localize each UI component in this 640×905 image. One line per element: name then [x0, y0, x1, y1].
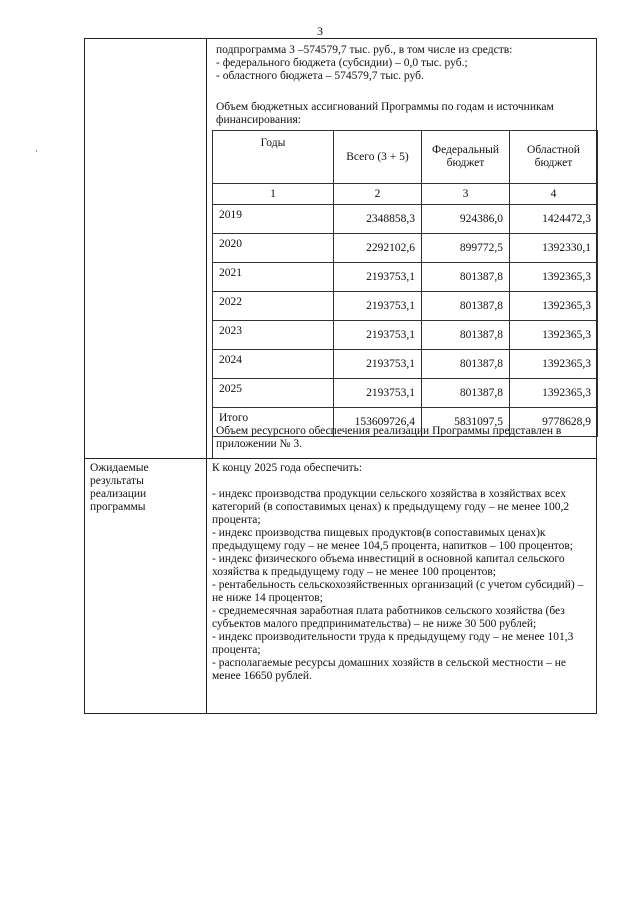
- subprogram-funding: [216, 44, 592, 83]
- row-divider: [84, 458, 597, 459]
- list-item: - индекс производства продукции сельского хозяйства в хозяйствах всех категорий (в сопоставимых ценах) к предыдущему году – не менее 100,2 процента;: [212, 488, 570, 526]
- list-item: - рентабельность сельскохозяйственных организаций (с учетом субсидий) – не ниже 14 процентов;: [212, 579, 584, 604]
- cell-year: Итого: [213, 408, 334, 437]
- cell-federal: 924386,0: [422, 205, 510, 234]
- cell-regional: 1392330,1: [510, 234, 598, 263]
- cell-year: 2024: [213, 350, 334, 379]
- cell-federal: 5831097,5: [422, 408, 510, 437]
- cell-total: 2193753,1: [334, 350, 422, 379]
- table-row: [213, 205, 598, 234]
- table-index-row: [213, 184, 598, 205]
- header-regional: Областной бюджет: [510, 131, 598, 184]
- page-number: 3: [317, 24, 323, 38]
- cell-total: 2193753,1: [334, 292, 422, 321]
- list-item: - индекс физического объема инвестиций в основной капитал сельского хозяйства к предыдущему году – не менее 100 процентов;: [212, 553, 565, 578]
- col-number: 1: [213, 184, 334, 205]
- col-number: 2: [334, 184, 422, 205]
- subprogram-line: подпрограмма 3 –574579,7 тыс. руб., в том числе из средств:: [216, 44, 513, 56]
- allocation-intro: Объем бюджетных ассигнований Программы по годам и источникам финансирования:: [216, 101, 554, 126]
- federal-line: - федерального бюджета (субсидии) – 0,0 тыс. руб.;: [216, 57, 468, 69]
- cell-regional: 1392365,3: [510, 292, 598, 321]
- cell-year: 2019: [213, 205, 334, 234]
- expected-results: [212, 462, 592, 683]
- list-item: - индекс производительности труда к предыдущему году – не менее 101,3 процента;: [212, 631, 574, 656]
- table-header-row: [213, 131, 598, 184]
- cell-total: 2193753,1: [334, 321, 422, 350]
- cell-year: 2023: [213, 321, 334, 350]
- table-row: [213, 234, 598, 263]
- cell-total: 153609726,4: [334, 408, 422, 437]
- cell-regional: 1392365,3: [510, 321, 598, 350]
- header-years: Годы: [213, 131, 334, 184]
- cell-federal: 801387,8: [422, 350, 510, 379]
- list-item: - среднемесячная заработная плата работников сельского хозяйства (без субъектов малого предпринимательства) – не ниже 30 500 рублей;: [212, 605, 565, 630]
- col-number: 3: [422, 184, 510, 205]
- cell-regional: 1424472,3: [510, 205, 598, 234]
- cell-total: 2193753,1: [334, 263, 422, 292]
- table-row: [213, 292, 598, 321]
- table-row: [213, 350, 598, 379]
- list-item: - располагаемые ресурсы домашних хозяйств в сельской местности – не менее 16650 рублей.: [212, 657, 566, 682]
- cell-year: 2025: [213, 379, 334, 408]
- cell-federal: 801387,8: [422, 321, 510, 350]
- header-federal: Федеральный бюджет: [422, 131, 510, 184]
- cell-regional: 1392365,3: [510, 350, 598, 379]
- cell-total: 2292102,6: [334, 234, 422, 263]
- funding-table: [212, 130, 598, 437]
- column-divider: [206, 38, 207, 714]
- cell-total: 2348858,3: [334, 205, 422, 234]
- cell-federal: 899772,5: [422, 234, 510, 263]
- expected-results-label: Ожидаемые результаты реализации программы: [90, 462, 149, 513]
- resource-note: Объем ресурсного обеспечения реализации Программы представлен в приложении № 3.: [216, 425, 562, 450]
- cell-year: 2020: [213, 234, 334, 263]
- expected-intro: К концу 2025 года обеспечить:: [212, 462, 363, 474]
- scan-mark: [36, 150, 37, 152]
- table-row: [213, 263, 598, 292]
- cell-year: 2022: [213, 292, 334, 321]
- cell-total: 2193753,1: [334, 379, 422, 408]
- regional-line: - областного бюджета – 574579,7 тыс. руб.: [216, 70, 424, 82]
- list-item: - индекс производства пищевых продуктов(в сопоставимых ценах)к предыдущему году – не менее 104,5 процента, напитков – 100 процентов;: [212, 527, 574, 552]
- col-number: 4: [510, 184, 598, 205]
- cell-federal: 801387,8: [422, 379, 510, 408]
- header-total: Всего (3 + 5): [334, 131, 422, 184]
- cell-year: 2021: [213, 263, 334, 292]
- cell-regional: 1392365,3: [510, 263, 598, 292]
- cell-federal: 801387,8: [422, 263, 510, 292]
- cell-regional: 9778628,9: [510, 408, 598, 437]
- cell-regional: 1392365,3: [510, 379, 598, 408]
- table-row: [213, 321, 598, 350]
- cell-federal: 801387,8: [422, 292, 510, 321]
